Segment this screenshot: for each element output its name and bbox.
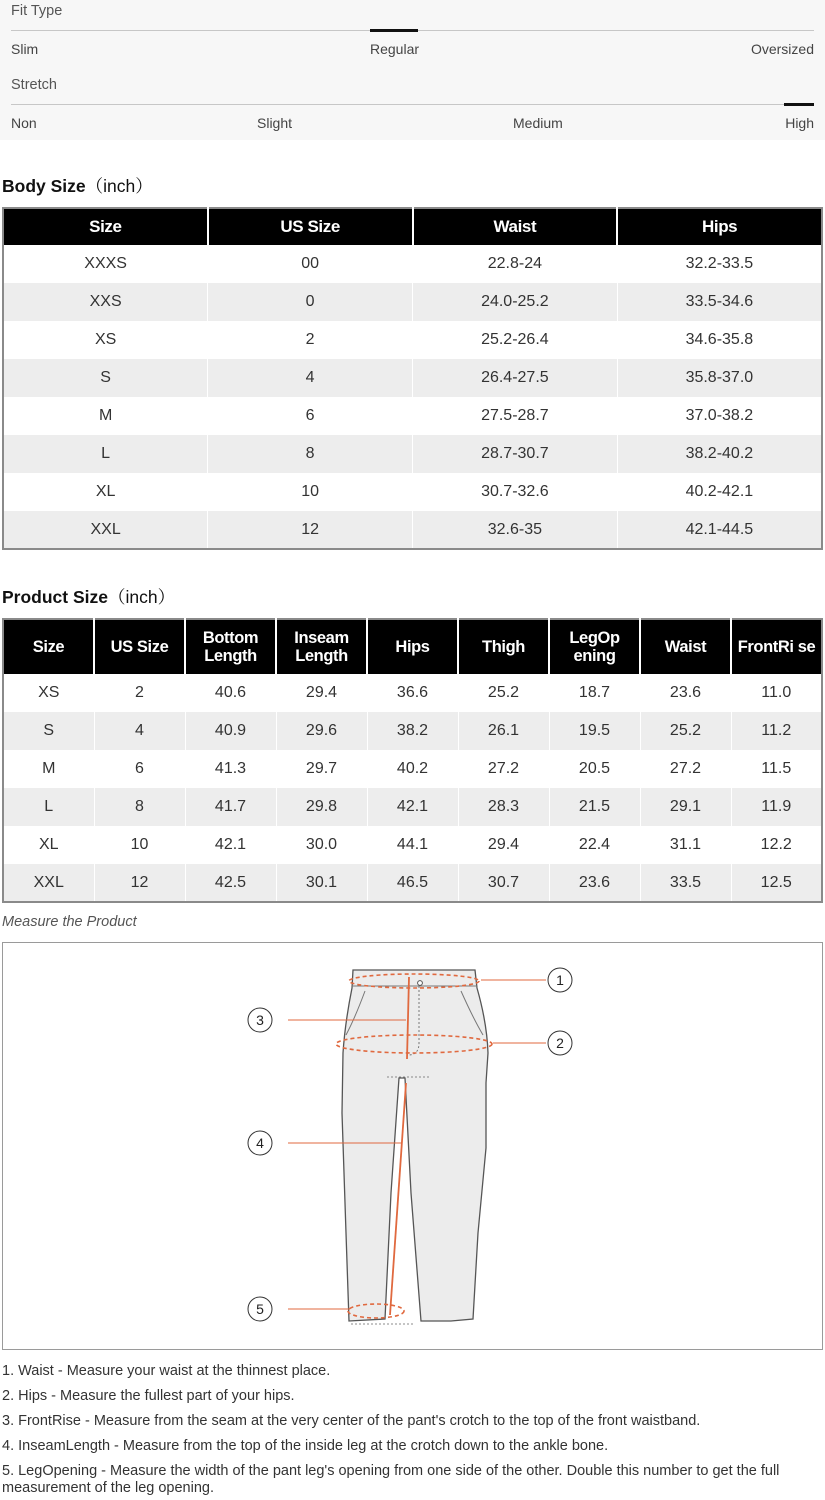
table-cell: 4 [94, 712, 185, 750]
product-size-row [3, 864, 822, 902]
table-cell: 29.4 [458, 826, 549, 864]
product-col-size: Size [3, 619, 94, 674]
pants-diagram-svg [3, 943, 824, 1351]
stretch-label-high: High [785, 115, 814, 131]
body-size-header-row [3, 208, 822, 245]
body-size-row [3, 473, 822, 511]
pants-outline [342, 970, 488, 1321]
table-cell: 38.2-40.2 [617, 435, 822, 473]
table-cell: 32.6-35 [413, 511, 618, 549]
callout-1 [548, 968, 572, 992]
table-cell: 24.0-25.2 [413, 283, 618, 321]
product-col-thigh: Thigh [458, 619, 549, 674]
body-size-table [2, 207, 823, 550]
table-cell: 42.5 [185, 864, 276, 902]
product-size-row [3, 674, 822, 712]
product-size-row [3, 788, 822, 826]
table-cell: 23.6 [640, 674, 731, 712]
product-size-rows [3, 674, 822, 902]
note-leg-opening: 5. LegOpening - Measure the width of the pant leg's opening from one side of the other. Double this number to get the full measurement of the leg opening. [2, 1463, 780, 1496]
table-cell: 11.2 [731, 712, 822, 750]
table-cell: 30.7 [458, 864, 549, 902]
product-size-unit: （inch） [108, 587, 176, 607]
table-cell: 12 [94, 864, 185, 902]
stretch-scale-line [11, 104, 814, 105]
table-cell: 44.1 [367, 826, 458, 864]
table-cell: 29.8 [276, 788, 367, 826]
fit-stretch-panel [0, 0, 825, 140]
note-waist: 1. Waist - Measure your waist at the thinnest place. [2, 1363, 331, 1379]
fit-type-selected-marker [370, 29, 418, 32]
table-cell: L [3, 788, 94, 826]
table-cell: 27.2 [640, 750, 731, 788]
product-size-row [3, 750, 822, 788]
product-col-us-size: US Size [94, 619, 185, 674]
table-cell: 38.2 [367, 712, 458, 750]
product-size-row [3, 712, 822, 750]
table-cell: 40.6 [185, 674, 276, 712]
table-cell: 12.2 [731, 826, 822, 864]
table-cell: XXL [3, 511, 208, 549]
table-cell: 35.8-37.0 [617, 359, 822, 397]
pants-illustration [342, 970, 488, 1324]
body-col-hips: Hips [617, 208, 822, 245]
product-size-title [2, 584, 175, 609]
callout-2 [548, 1031, 572, 1055]
table-cell: S [3, 712, 94, 750]
table-cell: 25.2-26.4 [413, 321, 618, 359]
table-cell: 40.2-42.1 [617, 473, 822, 511]
table-cell: 29.4 [276, 674, 367, 712]
product-col-bottom-length: Bottom Length [185, 619, 276, 674]
table-cell: 46.5 [367, 864, 458, 902]
body-size-row [3, 359, 822, 397]
stretch-selected-marker [784, 103, 814, 106]
measure-caption: Measure the Product [2, 914, 137, 930]
body-size-row [3, 435, 822, 473]
body-size-row [3, 321, 822, 359]
table-cell: 19.5 [549, 712, 640, 750]
table-cell: 10 [208, 473, 413, 511]
table-cell: 22.4 [549, 826, 640, 864]
table-cell: 11.0 [731, 674, 822, 712]
table-cell: XXL [3, 864, 94, 902]
fit-type-label-oversized: Oversized [750, 41, 814, 57]
table-cell: XL [3, 826, 94, 864]
stretch-title: Stretch [11, 77, 57, 93]
callout-4 [248, 1131, 272, 1155]
table-cell: XL [3, 473, 208, 511]
stretch-label-medium: Medium [513, 115, 563, 131]
table-cell: 8 [208, 435, 413, 473]
body-size-title-text: Body Size [2, 176, 86, 196]
body-size-unit: （inch） [85, 176, 153, 196]
product-size-table [2, 618, 823, 903]
body-size-row [3, 283, 822, 321]
table-cell: 33.5 [640, 864, 731, 902]
table-cell: 12.5 [731, 864, 822, 902]
table-cell: 30.7-32.6 [413, 473, 618, 511]
body-size-row [3, 245, 822, 283]
table-cell: 8 [94, 788, 185, 826]
callout-5 [248, 1297, 272, 1321]
table-cell: 00 [208, 245, 413, 283]
table-cell: S [3, 359, 208, 397]
product-col-inseam-length: Inseam Length [276, 619, 367, 674]
table-cell: XS [3, 321, 208, 359]
body-col-size: Size [3, 208, 208, 245]
product-col-hips: Hips [367, 619, 458, 674]
table-cell: 6 [208, 397, 413, 435]
product-col-waist: Waist [640, 619, 731, 674]
table-cell: 40.2 [367, 750, 458, 788]
table-cell: 20.5 [549, 750, 640, 788]
stretch-label-slight: Slight [257, 115, 293, 131]
callout-5-label: 5 [256, 1301, 264, 1317]
product-col-front-rise: FrontRi se [731, 619, 822, 674]
table-cell: M [3, 397, 208, 435]
table-cell: 33.5-34.6 [617, 283, 822, 321]
table-cell: 30.0 [276, 826, 367, 864]
product-size-row [3, 826, 822, 864]
measurement-notes [2, 1363, 812, 1500]
table-cell: 29.1 [640, 788, 731, 826]
table-cell: 36.6 [367, 674, 458, 712]
table-cell: 12 [208, 511, 413, 549]
body-size-row [3, 397, 822, 435]
table-cell: 31.1 [640, 826, 731, 864]
callout-2-label: 2 [556, 1035, 564, 1051]
table-cell: 32.2-33.5 [617, 245, 822, 283]
table-cell: 42.1-44.5 [617, 511, 822, 549]
table-cell: 30.1 [276, 864, 367, 902]
table-cell: 27.5-28.7 [413, 397, 618, 435]
table-cell: 4 [208, 359, 413, 397]
body-col-waist: Waist [413, 208, 618, 245]
table-cell: 29.7 [276, 750, 367, 788]
table-cell: 34.6-35.8 [617, 321, 822, 359]
callout-1-label: 1 [556, 972, 564, 988]
table-cell: 11.9 [731, 788, 822, 826]
table-cell: 10 [94, 826, 185, 864]
table-cell: 21.5 [549, 788, 640, 826]
body-size-rows [3, 245, 822, 549]
table-cell: 2 [94, 674, 185, 712]
callout-3-label: 3 [256, 1012, 264, 1028]
table-cell: XXS [3, 283, 208, 321]
body-size-title [2, 173, 153, 198]
product-col-leg-opening: LegOp ening [549, 619, 640, 674]
body-size-row [3, 511, 822, 549]
note-front-rise: 3. FrontRise - Measure from the seam at the very center of the pant's crotch to the top of the front waistband. [2, 1413, 701, 1429]
table-cell: 27.2 [458, 750, 549, 788]
table-cell: 28.3 [458, 788, 549, 826]
callout-4-label: 4 [256, 1135, 264, 1151]
body-col-us-size: US Size [208, 208, 413, 245]
table-cell: 22.8-24 [413, 245, 618, 283]
table-cell: 23.6 [549, 864, 640, 902]
table-cell: 0 [208, 283, 413, 321]
fit-type-label-regular: Regular [370, 41, 420, 57]
table-cell: 25.2 [640, 712, 731, 750]
stretch-label-non: Non [11, 115, 37, 131]
table-cell: 42.1 [185, 826, 276, 864]
note-inseam-length: 4. InseamLength - Measure from the top of the inside leg at the crotch down to the ankle bone. [2, 1438, 609, 1454]
table-cell: 11.5 [731, 750, 822, 788]
table-cell: 25.2 [458, 674, 549, 712]
table-cell: 37.0-38.2 [617, 397, 822, 435]
table-cell: 42.1 [367, 788, 458, 826]
callout-3 [248, 1008, 272, 1032]
table-cell: 26.1 [458, 712, 549, 750]
table-cell: M [3, 750, 94, 788]
table-cell: 40.9 [185, 712, 276, 750]
table-cell: 41.3 [185, 750, 276, 788]
table-cell: L [3, 435, 208, 473]
table-cell: 18.7 [549, 674, 640, 712]
product-size-header-row [3, 619, 822, 674]
product-size-title-text: Product Size [2, 587, 108, 607]
measurement-diagram [2, 942, 823, 1350]
table-cell: XXXS [3, 245, 208, 283]
note-hips: 2. Hips - Measure the fullest part of your hips. [2, 1388, 295, 1404]
table-cell: 41.7 [185, 788, 276, 826]
table-cell: XS [3, 674, 94, 712]
fit-type-title: Fit Type [11, 3, 63, 19]
table-cell: 28.7-30.7 [413, 435, 618, 473]
fit-type-label-slim: Slim [11, 41, 39, 57]
table-cell: 26.4-27.5 [413, 359, 618, 397]
table-cell: 6 [94, 750, 185, 788]
table-cell: 2 [208, 321, 413, 359]
table-cell: 29.6 [276, 712, 367, 750]
